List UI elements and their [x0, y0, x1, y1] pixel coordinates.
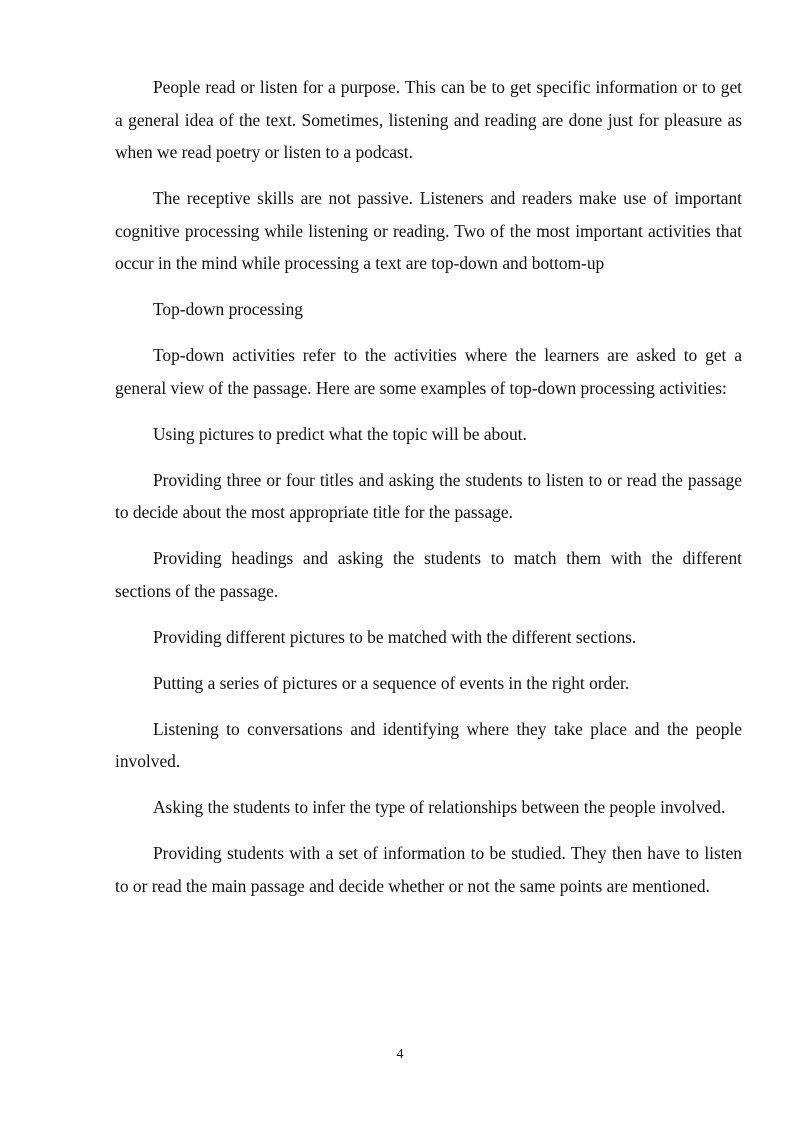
paragraph-top-down-definition: Top-down activities refer to the activities where the learners are asked to get a general view of the passage. Here are some examples of top-down processing activities:	[115, 345, 742, 398]
paragraph-example-information: Providing students with a set of information to be studied. They then have to listen to or read the main passage and decide whether or not the same points are mentioned.	[115, 843, 742, 896]
paragraph-example-pictures-predict: Using pictures to predict what the topic will be about.	[153, 423, 527, 444]
paragraph-example-relationships: Asking the students to infer the type of relationships between the people involved.	[153, 797, 726, 817]
page-number: 4	[396, 1047, 404, 1062]
paragraph-example-headings: Providing headings and asking the students to match them with the different sections of the passage.	[115, 548, 742, 601]
paragraph-example-pictures-sections: Providing different pictures to be matched with the different sections.	[153, 626, 637, 647]
paragraph-purpose: People read or listen for a purpose. This can be to get specific information or to get a general idea of the text. Sometimes, listening and reading are done just for pleasure as when we read poetry or listen to a podcast.	[115, 77, 742, 162]
paragraph-example-sequence: Putting a series of pictures or a sequence of events in the right order.	[153, 672, 630, 693]
paragraph-example-conversations: Listening to conversations and identifying where they take place and the people involved.	[115, 718, 742, 771]
paragraph-receptive-skills: The receptive skills are not passive. Listeners and readers make use of important cognitive processing while listening or reading. Two of the most important activities that occur in the mind while processing a text are top-down and bottom-up	[115, 188, 742, 273]
section-heading-top-down: Top-down processing	[153, 299, 303, 319]
paragraph-example-titles: Providing three or four titles and asking the students to listen to or read the passage to decide about the most appropriate title for the passage.	[115, 469, 742, 522]
document-body	[115, 71, 742, 916]
